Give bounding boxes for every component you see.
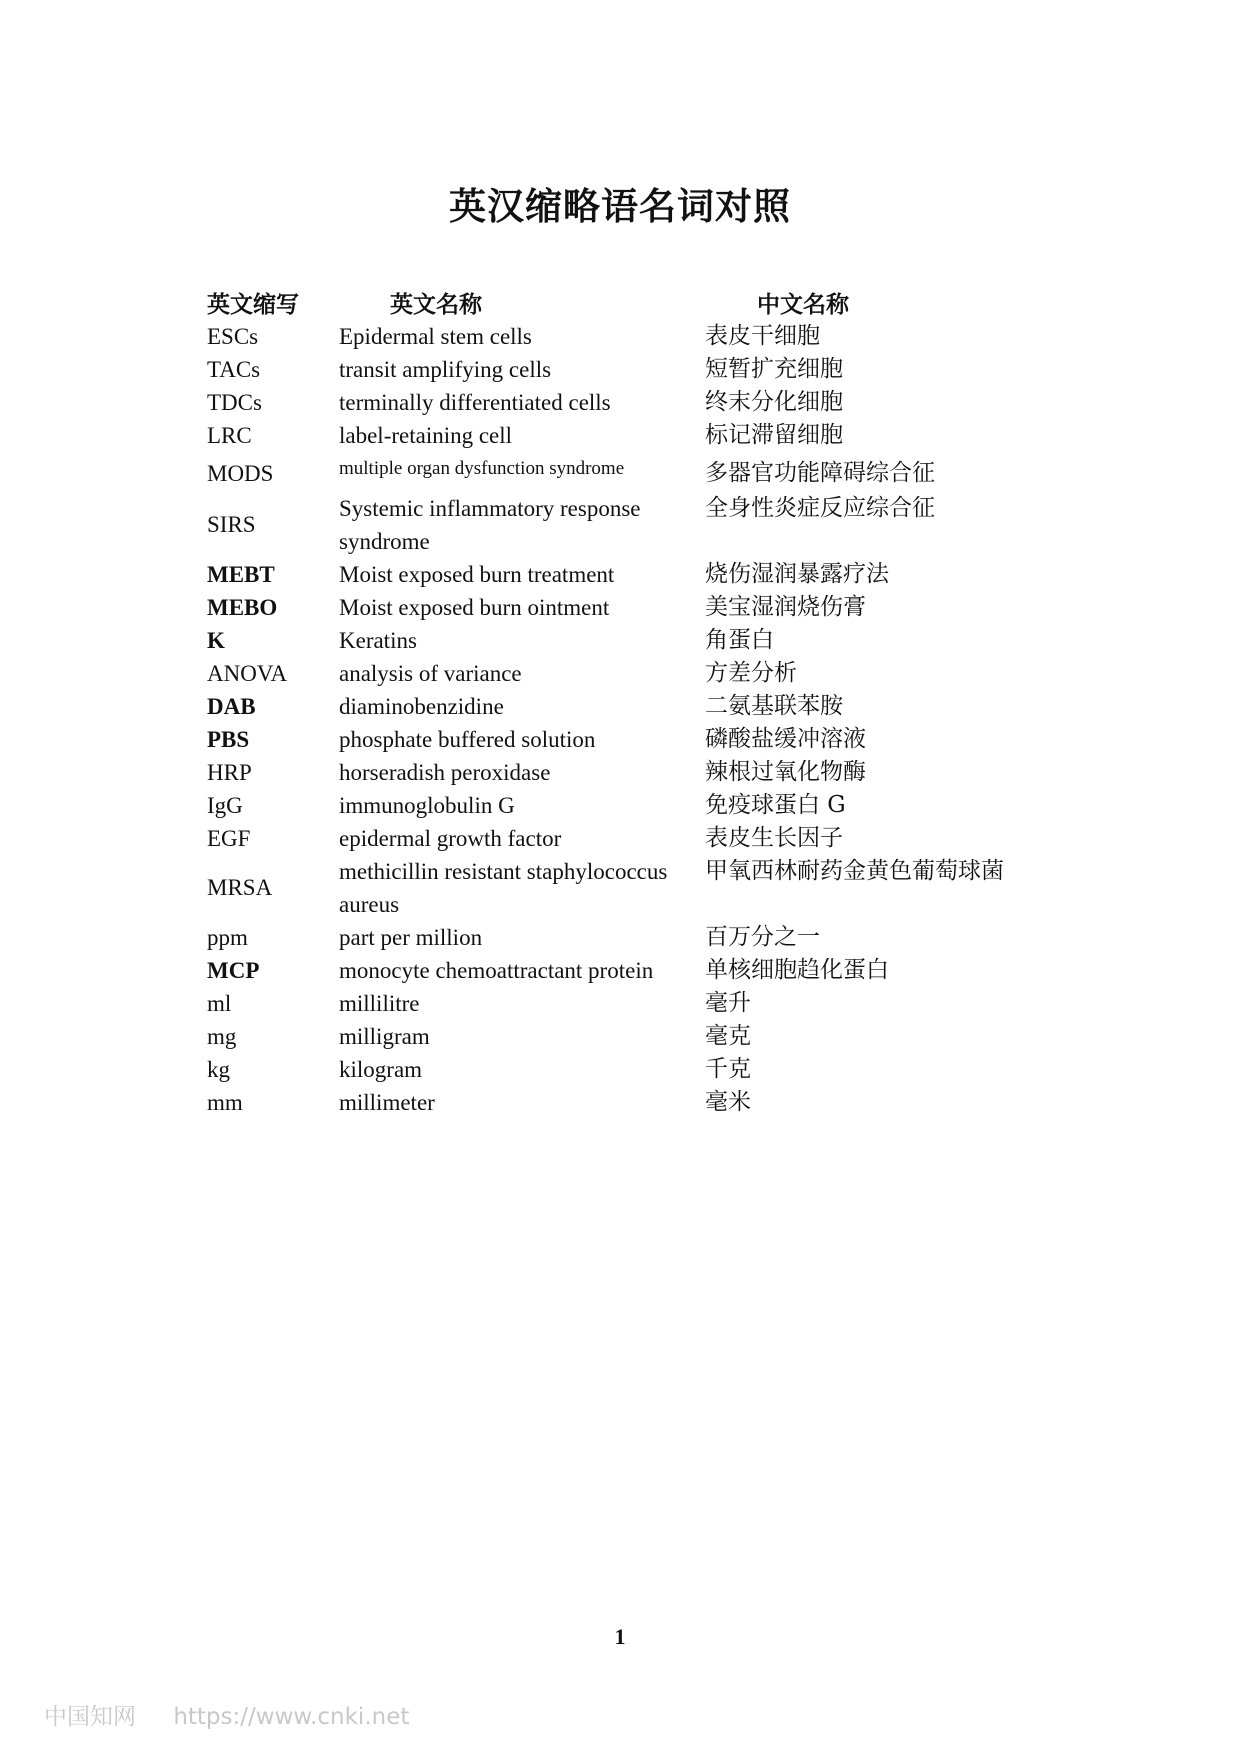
chinese-name-cell: 短暂扩充细胞 — [705, 356, 843, 382]
english-name-cell: horseradish peroxidase — [339, 760, 551, 785]
table-row — [207, 353, 1107, 386]
english-name-cell: millilitre — [339, 991, 420, 1016]
chinese-name-cell: 免疫球蛋白 G — [705, 792, 846, 818]
abbreviation-cell: mg — [207, 1024, 237, 1049]
english-name-cell: analysis of variance — [339, 661, 522, 686]
english-name-cell: kilogram — [339, 1057, 423, 1082]
english-name-cell: transit amplifying cells — [339, 357, 552, 382]
table-row — [207, 591, 1107, 624]
table-row — [207, 723, 1107, 756]
cnki-watermark — [44, 1698, 409, 1731]
english-name-cell: milligram — [339, 1024, 430, 1049]
watermark-brand: 中国知网 — [44, 1704, 136, 1730]
chinese-name-cell: 美宝湿润烧伤膏 — [705, 594, 866, 620]
table-row — [207, 756, 1107, 789]
chinese-name-cell: 毫克 — [705, 1023, 751, 1049]
table-row — [207, 1020, 1107, 1053]
table-row — [207, 789, 1107, 822]
chinese-name-cell: 毫升 — [705, 990, 751, 1016]
abbreviation-cell: MODS — [207, 461, 274, 486]
chinese-name-cell: 百万分之一 — [705, 924, 820, 950]
abbreviation-cell: SIRS — [207, 512, 256, 537]
chinese-name-cell: 全身性炎症反应综合征 — [705, 495, 935, 521]
english-name-cell: methicillin resistant staphylococcus aureus — [339, 859, 668, 917]
chinese-name-cell: 毫米 — [705, 1089, 751, 1115]
english-name-cell: label-retaining cell — [339, 423, 513, 448]
chinese-name-cell: 烧伤湿润暴露疗法 — [705, 561, 889, 587]
chinese-name-cell: 标记滞留细胞 — [705, 422, 843, 448]
table-row — [207, 1086, 1107, 1119]
chinese-name-cell: 辣根过氧化物酶 — [705, 759, 866, 785]
chinese-name-cell: 二氨基联苯胺 — [705, 693, 843, 719]
abbreviation-cell: EGF — [207, 826, 251, 851]
abbreviation-cell: PBS — [207, 727, 250, 752]
abbreviation-cell: MCP — [207, 958, 260, 983]
abbreviation-cell: ANOVA — [207, 661, 288, 686]
abbreviation-cell: ESCs — [207, 324, 259, 349]
english-name-cell: monocyte chemoattractant protein — [339, 958, 654, 983]
header-abbreviation: 英文缩写 — [207, 292, 299, 318]
table-row — [207, 492, 1107, 558]
table-row — [207, 320, 1107, 353]
chinese-name-cell: 方差分析 — [705, 660, 797, 686]
chinese-name-cell: 千克 — [705, 1056, 751, 1082]
english-name-cell: Epidermal stem cells — [339, 324, 532, 349]
english-name-cell: phosphate buffered solution — [339, 727, 596, 752]
page-title: 英汉缩略语名词对照 — [449, 185, 791, 228]
abbreviation-cell: IgG — [207, 793, 243, 818]
header-chinese-name: 中文名称 — [757, 292, 849, 318]
table-row — [207, 452, 1107, 492]
abbreviation-cell: kg — [207, 1057, 230, 1082]
english-name-cell: epidermal growth factor — [339, 826, 562, 851]
english-name-cell: Moist exposed burn ointment — [339, 595, 610, 620]
table-row — [207, 690, 1107, 723]
table-row — [207, 822, 1107, 855]
chinese-name-cell: 单核细胞趋化蛋白 — [705, 957, 889, 983]
watermark-url: https://www.cnki.net — [173, 1704, 410, 1730]
table-row — [207, 1053, 1107, 1086]
abbreviation-cell: HRP — [207, 760, 252, 785]
chinese-name-cell: 表皮干细胞 — [705, 323, 820, 349]
table-row — [207, 954, 1107, 987]
abbreviation-cell: ml — [207, 991, 232, 1016]
english-name-cell: terminally differentiated cells — [339, 390, 611, 415]
table-header — [207, 280, 1107, 320]
english-name-cell: Systemic inflammatory response syndrome — [339, 496, 641, 554]
chinese-name-cell: 甲氧西林耐药金黄色葡萄球菌 — [705, 858, 1004, 884]
table-row — [207, 657, 1107, 690]
table-row — [207, 386, 1107, 419]
english-name-cell: millimeter — [339, 1090, 435, 1115]
abbreviation-cell: MRSA — [207, 875, 273, 900]
abbreviation-cell: DAB — [207, 694, 256, 719]
english-name-cell: diaminobenzidine — [339, 694, 504, 719]
chinese-name-cell: 多器官功能障碍综合征 — [705, 460, 935, 486]
header-english-name: 英文名称 — [390, 292, 482, 318]
table-row — [207, 558, 1107, 591]
english-name-cell: Keratins — [339, 628, 417, 653]
table-row — [207, 855, 1107, 921]
table-row — [207, 987, 1107, 1020]
page-number: 1 — [614, 1624, 626, 1649]
chinese-name-cell: 终末分化细胞 — [705, 389, 843, 415]
english-name-cell: immunoglobulin G — [339, 793, 515, 818]
english-name-cell: multiple organ dysfunction syndrome — [339, 458, 625, 479]
abbreviation-cell: TACs — [207, 357, 261, 382]
abbreviation-table — [207, 280, 1107, 1119]
abbreviation-cell: MEBO — [207, 595, 278, 620]
abbreviation-cell: ppm — [207, 925, 248, 950]
table-row — [207, 419, 1107, 452]
chinese-name-cell: 表皮生长因子 — [705, 825, 843, 851]
english-name-cell: Moist exposed burn treatment — [339, 562, 615, 587]
chinese-name-cell: 角蛋白 — [705, 627, 774, 653]
abbreviation-cell: mm — [207, 1090, 243, 1115]
abbreviation-cell: K — [207, 628, 225, 653]
table-row — [207, 624, 1107, 657]
abbreviation-cell: TDCs — [207, 390, 262, 415]
table-row — [207, 921, 1107, 954]
abbreviation-cell: MEBT — [207, 562, 275, 587]
abbreviation-cell: LRC — [207, 423, 252, 448]
chinese-name-cell: 磷酸盐缓冲溶液 — [705, 726, 866, 752]
english-name-cell: part per million — [339, 925, 483, 950]
